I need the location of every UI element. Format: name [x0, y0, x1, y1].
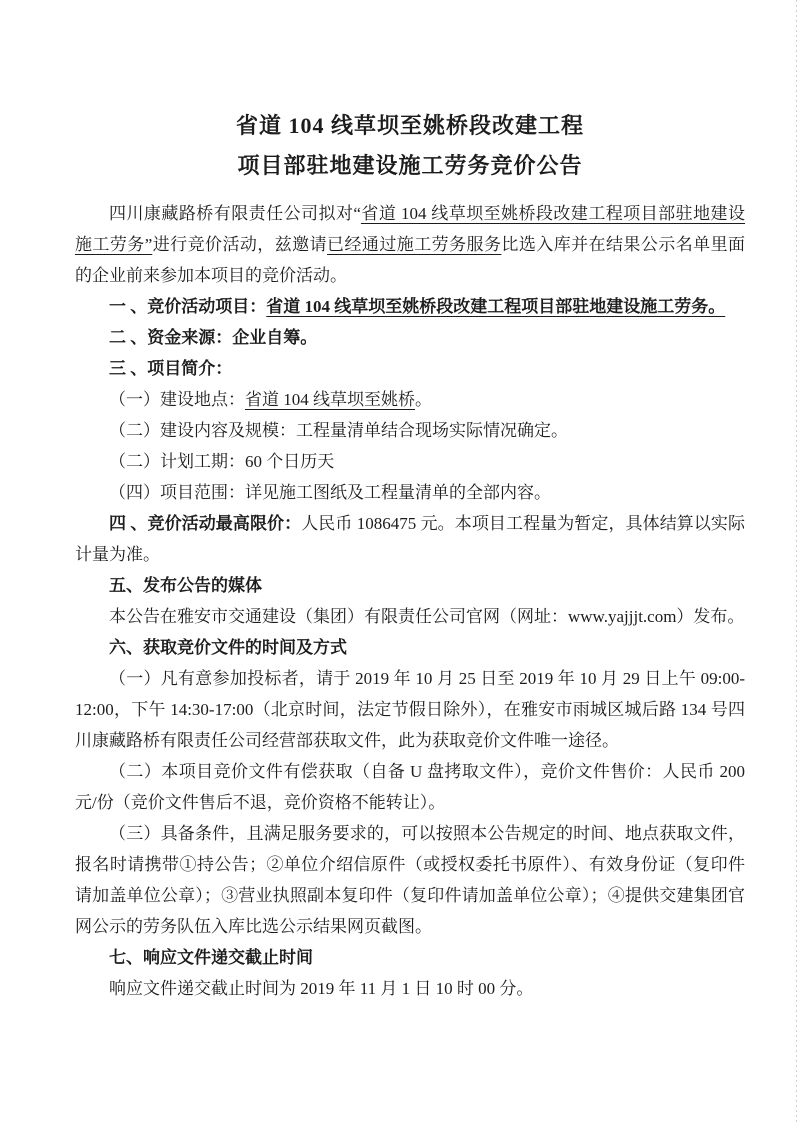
text-run: （三）具备条件，且满足服务要求的，可以按照本公告规定的时间、地点获取文件，报名时请携带①持公告；②单位介绍信原件（或授权委托书原件）、有效身份证（复印件请加盖单位公章）；③营业执照副本复印件（复印件请加盖单位公章）；④提供交建集团官网公示的劳务队伍入库比选公示结果网页截图。 — [75, 824, 745, 936]
text-run: 四 、竞价活动最高限价： — [109, 514, 302, 533]
text-run: 四川康藏路桥有限责任公司拟对“ — [109, 204, 361, 223]
doc-title-line1: 省道 104 线草坝至姚桥段改建工程 — [235, 113, 584, 138]
text-run: 省道 104 线草坝至姚桥 — [245, 390, 415, 409]
paragraph — [75, 291, 745, 322]
document-title-block — [75, 106, 745, 186]
text-run: （四）项目范围：详见施工图纸及工程量清单的全部内容。 — [109, 483, 551, 502]
paragraph — [75, 508, 745, 570]
paragraph — [75, 198, 745, 291]
text-run: （一）凡有意参加投标者，请于 2019 年 10 月 25 日至 2019 年 10 月 29 日上午 09:00-12:00，下午 14:30-17:00（北京时间，法定节假日除外），在雅安市雨城区城后路 134 号四川康藏路桥有限责任公司经营部获取文件，此为获取竞价文件唯一途径。 — [75, 669, 745, 750]
paragraph — [75, 818, 745, 942]
paragraph — [75, 353, 745, 384]
document-body — [75, 198, 745, 1004]
text-run: 二 、资金来源：企业自筹。 — [109, 328, 318, 347]
paragraph — [75, 973, 745, 1004]
paragraph — [75, 756, 745, 818]
text-run: 。 — [415, 390, 432, 409]
paragraph — [75, 477, 745, 508]
paragraph — [75, 942, 745, 973]
text-run: 进行竞价活动，兹邀请 — [152, 235, 328, 254]
paragraph — [75, 446, 745, 477]
text-run: 比选入库并在结果公示名单里面的企业前来参加本项目的竞价活动。 — [75, 235, 746, 285]
text-run: 省道 104 线草坝至姚桥段改建工程项目部驻地建设施工劳务。 — [266, 297, 726, 316]
text-run: 五、发布公告的媒体 — [109, 576, 262, 595]
text-run: 三 、项目简介： — [109, 359, 233, 378]
paragraph — [75, 570, 745, 601]
text-run: （一）建设地点： — [109, 390, 245, 409]
text-run: 七、响应文件递交截止时间 — [109, 948, 313, 967]
text-run: 本公告在雅安市交通建设（集团）有限责任公司官网（网址：www.yajjjt.com）发布。 — [109, 607, 745, 626]
text-run: 六、获取竞价文件的时间及方式 — [109, 638, 347, 657]
text-run: （二）本项目竞价文件有偿获取（自备 U 盘拷取文件），竞价文件售价：人民币 200 元/份（竞价文件售后不退，竞价资格不能转让）。 — [75, 762, 745, 812]
text-run: 一 、竞价活动项目： — [109, 297, 267, 316]
paragraph — [75, 415, 745, 446]
text-run: 人民币 1086475 元。本项目工程量为暂定，具体结算以实际计量为准。 — [75, 514, 746, 564]
text-run: （二）计划工期：60 个日历天 — [109, 452, 335, 471]
paragraph — [75, 663, 745, 756]
paragraph — [75, 384, 745, 415]
text-run: （二）建设内容及规模：工程量清单结合现场实际情况确定。 — [109, 421, 568, 440]
doc-title-line2: 项目部驻地建设施工劳务竞价公告 — [237, 153, 583, 178]
paragraph — [75, 632, 745, 663]
text-run: 响应文件递交截止时间为 2019 年 11 月 1 日 10 时 00 分。 — [109, 979, 534, 998]
paragraph — [75, 601, 745, 632]
text-run: 已经通过施工劳务服务 — [327, 235, 502, 254]
paragraph — [75, 322, 745, 353]
text-run: 省道 104 线草坝至姚桥段改建工程项目部驻地建设施工劳务” — [75, 204, 746, 254]
